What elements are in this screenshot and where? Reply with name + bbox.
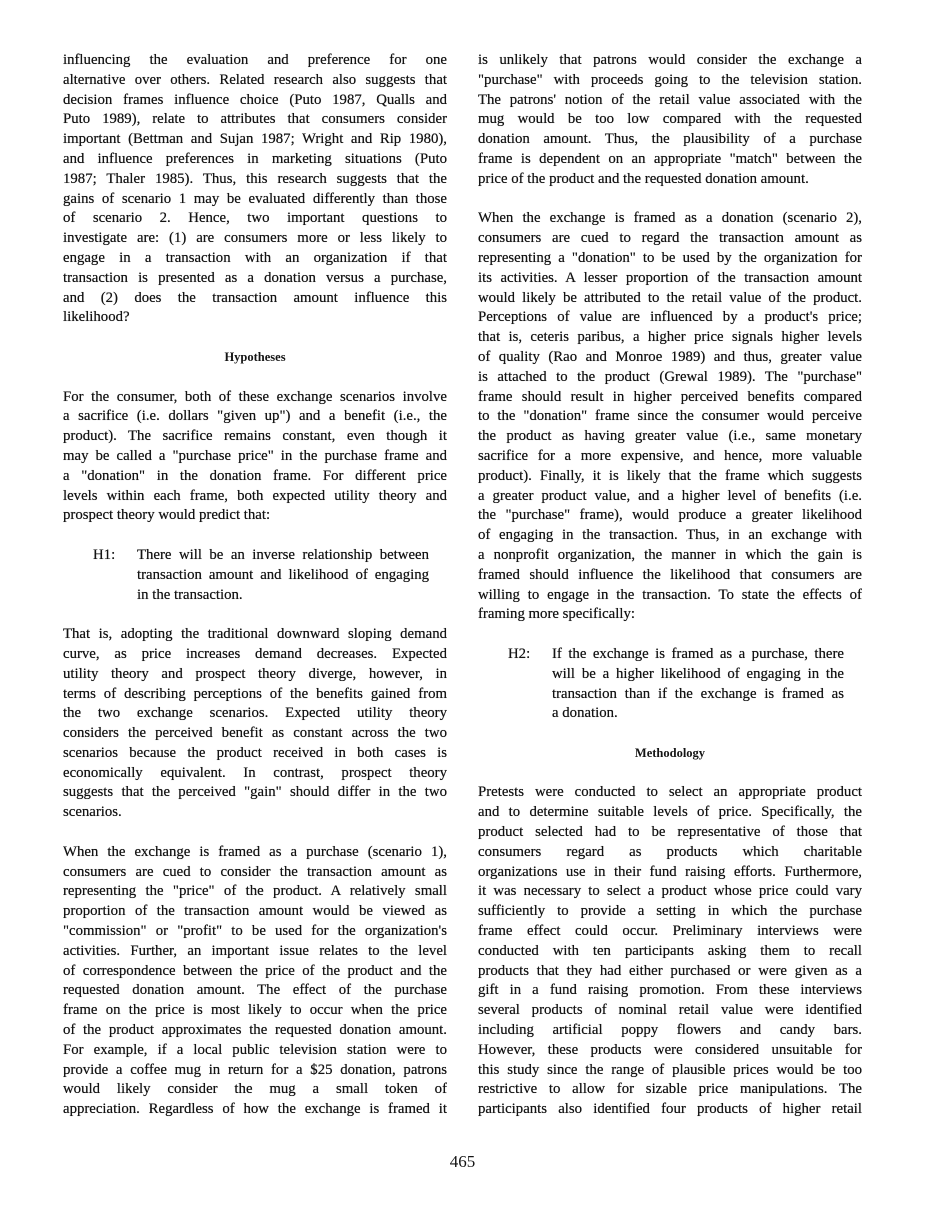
text-line: of quality (Rao and Monroe 1989) and thus, greater value bbox=[478, 348, 862, 365]
text-line: price of the product and the requested donation amount. bbox=[478, 170, 809, 187]
text-line: appreciation. Regardless of how the exchange is framed it bbox=[63, 1101, 447, 1118]
text-line: sacrifice for a more expensive, and hence, more valuable bbox=[478, 447, 862, 464]
text-line: representing a "donation" to be used by the organization for bbox=[478, 249, 862, 266]
text-line: a nonprofit organization, the manner in which the gain is bbox=[478, 546, 862, 563]
text-line: provide a coffee mug in return for a $25 donation, patrons bbox=[63, 1061, 447, 1078]
text-line: its activities. A lesser proportion of the transaction amount bbox=[478, 269, 862, 286]
text-line: Perceptions of value are influenced by a product's price; bbox=[478, 309, 862, 326]
text-line: restrictive to allow for sizable price manipulations. The bbox=[478, 1081, 862, 1098]
text-line: conducted with ten participants asking them to recall bbox=[478, 942, 862, 959]
text-line: scenarios. bbox=[63, 804, 122, 821]
text-line: sufficiently to provide a setting in which the purchase bbox=[478, 903, 862, 920]
text-line: product selected had to be representative of those that bbox=[478, 824, 862, 841]
text-line: organizations use in their fund raising efforts. Furthermore, bbox=[478, 863, 862, 880]
text-line: several products of nominal retail value were identified bbox=[478, 1002, 862, 1019]
text-line: a greater product value, and a higher level of benefits (i.e. bbox=[478, 487, 862, 504]
text-line: There will be an inverse relationship between bbox=[137, 546, 429, 563]
hypothesis-text bbox=[137, 546, 429, 605]
text-line: participants also identified four products of higher retail bbox=[478, 1101, 862, 1118]
text-line: alternative over others. Related research also suggests that bbox=[63, 71, 447, 88]
text-line: frame is dependent on an appropriate "match" between the bbox=[478, 150, 862, 167]
text-line: proportion of the transaction amount would be viewed as bbox=[63, 903, 447, 920]
text-line: transaction is presented as a donation versus a purchase, bbox=[63, 269, 447, 286]
text-line: products that they had either purchased or were given as a bbox=[478, 962, 862, 979]
text-line: a sacrifice (i.e. dollars "given up") and a benefit (i.e., the bbox=[63, 408, 447, 425]
text-line: "commission" or "profit" to be used for the organization's bbox=[63, 923, 447, 940]
paragraph bbox=[478, 51, 862, 190]
text-line: of correspondence between the price of the product and the bbox=[63, 962, 447, 979]
text-line: prospect theory would predict that: bbox=[63, 507, 271, 524]
text-line: the product as having greater value (i.e., same monetary bbox=[478, 428, 862, 445]
text-line: terms of describing perceptions of the benefits gained from bbox=[63, 685, 447, 702]
text-line: would likely consider the mug a small token of bbox=[63, 1081, 447, 1098]
text-line: If the exchange is framed as a purchase, there bbox=[552, 645, 844, 662]
text-line: to the "donation" frame since the consumer would perceive bbox=[478, 408, 862, 425]
text-line: and to determine suitable levels of price. Specifically, the bbox=[478, 804, 862, 821]
paragraph-gap bbox=[63, 823, 447, 843]
text-line: 1987; Thaler 1985). Thus, this research suggests that the bbox=[63, 170, 447, 187]
text-line: curve, as price increases demand decreases. Expected bbox=[63, 645, 447, 662]
hypothesis-label: H1: bbox=[93, 546, 116, 563]
text-line: framed should influence the likelihood that consumers are bbox=[478, 566, 862, 583]
paragraph bbox=[478, 209, 862, 625]
text-line: activities. Further, an important issue relates to the level bbox=[63, 942, 447, 959]
paragraph-gap bbox=[63, 368, 447, 388]
text-line: transaction than if the exchange is framed as bbox=[552, 685, 844, 702]
text-line: gains of scenario 1 may be evaluated differently than those bbox=[63, 190, 447, 207]
text-line: When the exchange is framed as a donation (scenario 2), bbox=[478, 210, 862, 227]
text-line: scenarios because the product received in both cases is bbox=[63, 744, 447, 761]
text-line: engage in a transaction with an organization if that bbox=[63, 249, 447, 266]
text-line: a "donation" in the donation frame. For different price bbox=[63, 467, 447, 484]
text-line: mug would be too low compared with the requested bbox=[478, 111, 862, 128]
text-line: this study since the range of plausible prices would be too bbox=[478, 1061, 862, 1078]
text-line: That is, adopting the traditional downward sloping demand bbox=[63, 626, 447, 643]
text-line: consumers are cued to consider the transaction amount as bbox=[63, 863, 447, 880]
section-heading: Hypotheses bbox=[224, 349, 286, 364]
text-line: transaction amount and likelihood of engaging bbox=[137, 566, 429, 583]
hypothesis bbox=[478, 645, 862, 724]
paragraph-gap bbox=[478, 625, 862, 645]
text-line: likelihood? bbox=[63, 309, 130, 326]
section-heading: Methodology bbox=[634, 745, 706, 760]
text-line: However, these products were considered unsuitable for bbox=[478, 1041, 862, 1058]
text-line: representing the "price" of the product. A relatively small bbox=[63, 883, 447, 900]
text-line: Pretests were conducted to select an appropriate product bbox=[478, 784, 862, 801]
hypothesis-text bbox=[552, 645, 844, 724]
text-line: is unlikely that patrons would consider the exchange a bbox=[478, 52, 862, 68]
text-line: Puto 1989), relate to attributes that consumers consider bbox=[63, 111, 447, 128]
text-line: is attached to the product (Grewal 1989). The "purchase" bbox=[478, 368, 862, 385]
paragraph-gap bbox=[63, 605, 447, 625]
text-line: requested donation amount. The effect of the purchase bbox=[63, 982, 447, 999]
text-line: utility theory and prospect theory diverge, however, in bbox=[63, 665, 447, 682]
text-line: in the transaction. bbox=[137, 586, 243, 603]
text-line: "purchase" with proceeds going to the television station. bbox=[478, 71, 862, 88]
text-line: suggests that the perceived "gain" should differ in the two bbox=[63, 784, 447, 801]
text-line: the "purchase" frame), would produce a greater likelihood bbox=[478, 507, 862, 524]
paragraph bbox=[478, 783, 862, 1120]
right-column bbox=[478, 51, 862, 1120]
text-line: donation amount. Thus, the plausibility of a purchase bbox=[478, 131, 862, 148]
page-number: 465 bbox=[449, 1152, 476, 1171]
text-line: frame should result in higher perceived benefits compared bbox=[478, 388, 862, 405]
text-line: would likely be attributed to the retail value of the product. bbox=[478, 289, 862, 306]
text-line: When the exchange is framed as a purchase (scenario 1), bbox=[63, 843, 447, 860]
text-line: economically equivalent. In contrast, prospect theory bbox=[63, 764, 447, 781]
text-line: framing more specifically: bbox=[478, 606, 635, 623]
text-line: may be called a "purchase price" in the purchase frame and bbox=[63, 447, 447, 464]
text-line: frame on the price is most likely to occur when the price bbox=[63, 1002, 447, 1019]
text-line: a donation. bbox=[552, 705, 618, 722]
text-line: influencing the evaluation and preference for one bbox=[63, 52, 447, 68]
text-line: decision frames influence choice (Puto 1987, Qualls and bbox=[63, 91, 447, 108]
text-line: The patrons' notion of the retail value associated with the bbox=[478, 91, 862, 108]
text-line: For example, if a local public television station were to bbox=[63, 1041, 447, 1058]
hypothesis-label: H2: bbox=[508, 645, 531, 662]
text-line: For the consumer, both of these exchange scenarios involve bbox=[63, 388, 447, 405]
paragraph-gap bbox=[478, 724, 862, 744]
text-line: of engaging in the transaction. Thus, in an exchange with bbox=[478, 527, 862, 544]
text-line: willing to engage in the transaction. To state the effects of bbox=[478, 586, 862, 603]
text-line: important (Bettman and Sujan 1987; Wright and Rip 1980), bbox=[63, 131, 447, 148]
paragraph-gap bbox=[63, 526, 447, 546]
text-line: levels within each frame, both expected utility theory and bbox=[63, 487, 447, 504]
text-line: consumers regard as products which charitable bbox=[478, 843, 862, 860]
paragraph bbox=[63, 625, 447, 823]
text-line: it was necessary to select a product whose price could vary bbox=[478, 883, 862, 900]
text-line: frame effect could occur. Preliminary interviews were bbox=[478, 923, 862, 940]
text-line: gift in a fund raising promotion. From these interviews bbox=[478, 982, 862, 999]
paragraph bbox=[63, 388, 447, 527]
text-line: and (2) does the transaction amount influence this bbox=[63, 289, 447, 306]
text-line: of scenario 2. Hence, two important questions to bbox=[63, 210, 447, 227]
paragraph-gap bbox=[478, 764, 862, 784]
paragraph bbox=[63, 843, 447, 1120]
text-line: the two exchange scenarios. Expected utility theory bbox=[63, 705, 447, 722]
paragraph-gap bbox=[63, 328, 447, 348]
text-line: consumers are cued to regard the transaction amount as bbox=[478, 230, 862, 247]
left-column bbox=[63, 51, 447, 1120]
text-line: of the product approximates the requested donation amount. bbox=[63, 1022, 447, 1039]
paragraph-gap bbox=[478, 190, 862, 210]
text-line: investigate are: (1) are consumers more or less likely to bbox=[63, 230, 447, 247]
paragraph bbox=[63, 51, 447, 328]
hypothesis bbox=[63, 546, 447, 605]
text-line: and influence preferences in marketing situations (Puto bbox=[63, 150, 447, 167]
text-line: considers the perceived benefit as constant across the two bbox=[63, 725, 447, 742]
text-line: product). The sacrifice remains constant, even though it bbox=[63, 428, 447, 445]
text-line: including artificial poppy flowers and candy bars. bbox=[478, 1022, 862, 1039]
text-line: product). Finally, it is likely that the frame which suggests bbox=[478, 467, 862, 484]
text-line: will be a higher likelihood of engaging in the bbox=[552, 665, 844, 682]
text-line: that is, ceteris paribus, a higher price signals higher levels bbox=[478, 329, 862, 346]
